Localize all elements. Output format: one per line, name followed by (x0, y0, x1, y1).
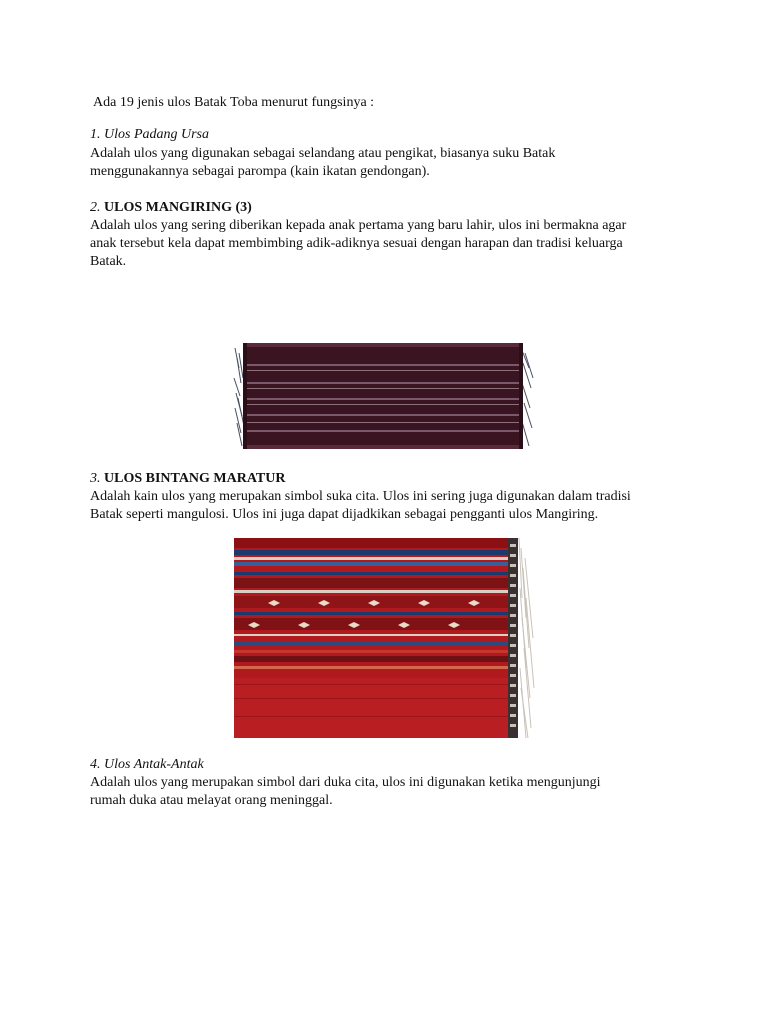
section-4-heading (90, 756, 204, 774)
section-4-body (90, 774, 601, 810)
section-3-title: ULOS BINTANG MARATUR (104, 471, 286, 486)
section-1-heading (90, 126, 209, 144)
section-2-title: ULOS MANGIRING (3) (104, 200, 252, 215)
section-3-body (90, 488, 631, 524)
section-2-number: 2. (90, 200, 101, 215)
section-4-number: 4. (90, 757, 101, 772)
section-2-body (90, 217, 626, 271)
section-3-line-1: Adalah kain ulos yang merupakan simbol suka cita. Ulos ini sering juga digunakan dalam tradisi (90, 489, 631, 504)
section-2-line-1: Adalah ulos yang sering diberikan kepada anak pertama yang baru lahir, ulos ini bermakna agar (90, 218, 627, 233)
ulos-mangiring-image (233, 338, 535, 454)
intro-text: Ada 19 jenis ulos Batak Toba menurut fungsinya : (93, 95, 375, 110)
section-3-line-2: Batak seperti mangulosi. Ulos ini juga dapat dijadkikan sebagai pengganti ulos Mangiring. (90, 507, 599, 522)
section-3-heading (90, 470, 286, 488)
section-4-line-1: Adalah ulos yang merupakan simbol dari duka cita, ulos ini digunakan ketika mengunjungi (90, 775, 601, 790)
section-1-title: Ulos Padang Ursa (104, 127, 210, 142)
section-3-number: 3. (90, 471, 101, 486)
section-1-line-1: Adalah ulos yang digunakan sebagai selandang atau pengikat, biasanya suku Batak (90, 146, 556, 161)
section-2-heading (90, 199, 252, 217)
section-1-body (90, 145, 555, 181)
section-4-title: Ulos Antak-Antak (104, 757, 204, 772)
section-1-number: 1. (90, 127, 101, 142)
section-2-line-3: Batak. (90, 254, 127, 269)
ulos-bintang-maratur-image (234, 538, 536, 738)
section-1-line-2: menggunakannya sebagai parompa (kain ikatan gendongan). (90, 164, 430, 179)
section-2-line-2: anak tersebut kela dapat membimbing adik-adiknya sesuai dengan harapan dan tradisi keluarga (90, 236, 623, 251)
section-4-line-2: rumah duka atau melayat orang meninggal. (90, 793, 333, 808)
